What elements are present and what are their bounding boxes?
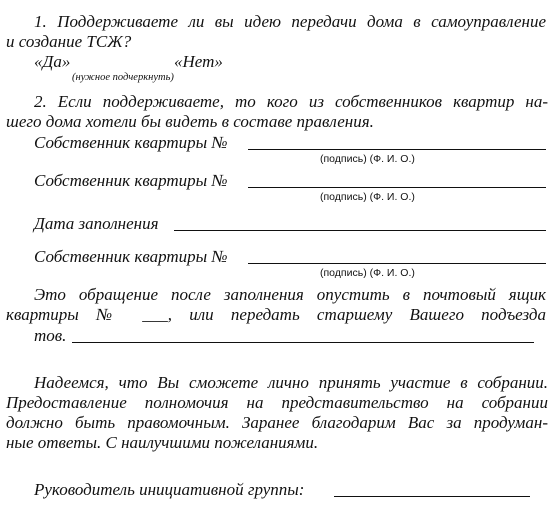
leader-signature-line[interactable]	[334, 496, 530, 497]
owner-signature-line-3[interactable]	[248, 263, 546, 264]
closing-line-2: Предоставление полномочия на представительство на собрании	[6, 393, 548, 412]
signature-hint-3: (подпись) (Ф. И. О.)	[320, 267, 415, 279]
signature-hint-2: (подпись) (Ф. И. О.)	[320, 191, 415, 203]
owner-signature-line-2[interactable]	[248, 187, 546, 188]
appeal-line-1: Это обращение после заполнения опустить в почтовый ящик	[34, 285, 546, 304]
appeal-line-2: квартиры № ___, или передать старшему Вашего подъезда	[6, 305, 546, 324]
answer-yes: «Да»	[34, 52, 71, 71]
date-line[interactable]	[174, 230, 546, 231]
closing-line-4: ные ответы. С наилучшими пожеланиями.	[6, 433, 319, 452]
appeal-line-3: тов.	[34, 326, 67, 345]
signature-hint-1: (подпись) (Ф. И. О.)	[320, 153, 415, 165]
closing-line-1: Надеемся, что Вы сможете лично принять участие в собрании.	[34, 373, 548, 392]
closing-line-3: должно быть правомочным. Заранее благодарим Вас за продуман-	[6, 413, 548, 432]
question-2-line-2: шего дома хотели бы видеть в составе правления.	[6, 112, 374, 131]
question-1-line-1: 1. Поддерживаете ли вы идею передачи дома в самоуправление	[34, 12, 546, 31]
answer-no: «Нет»	[174, 52, 223, 71]
appeal-fill-line[interactable]	[72, 342, 534, 343]
question-1-line-2: и создание ТСЖ?	[6, 32, 132, 51]
owner-signature-line-1[interactable]	[248, 149, 546, 150]
owner-label-2: Собственник квартиры №	[34, 171, 228, 190]
owner-label-1: Собственник квартиры №	[34, 133, 228, 152]
leader-label: Руководитель инициативной группы:	[34, 480, 305, 499]
date-label: Дата заполнения	[34, 214, 159, 233]
underline-hint: (нужное подчеркнуть)	[72, 72, 174, 83]
question-2-line-1: 2. Если поддерживаете, то кого из собственников квартир на-	[34, 92, 548, 111]
owner-label-3: Собственник квартиры №	[34, 247, 228, 266]
